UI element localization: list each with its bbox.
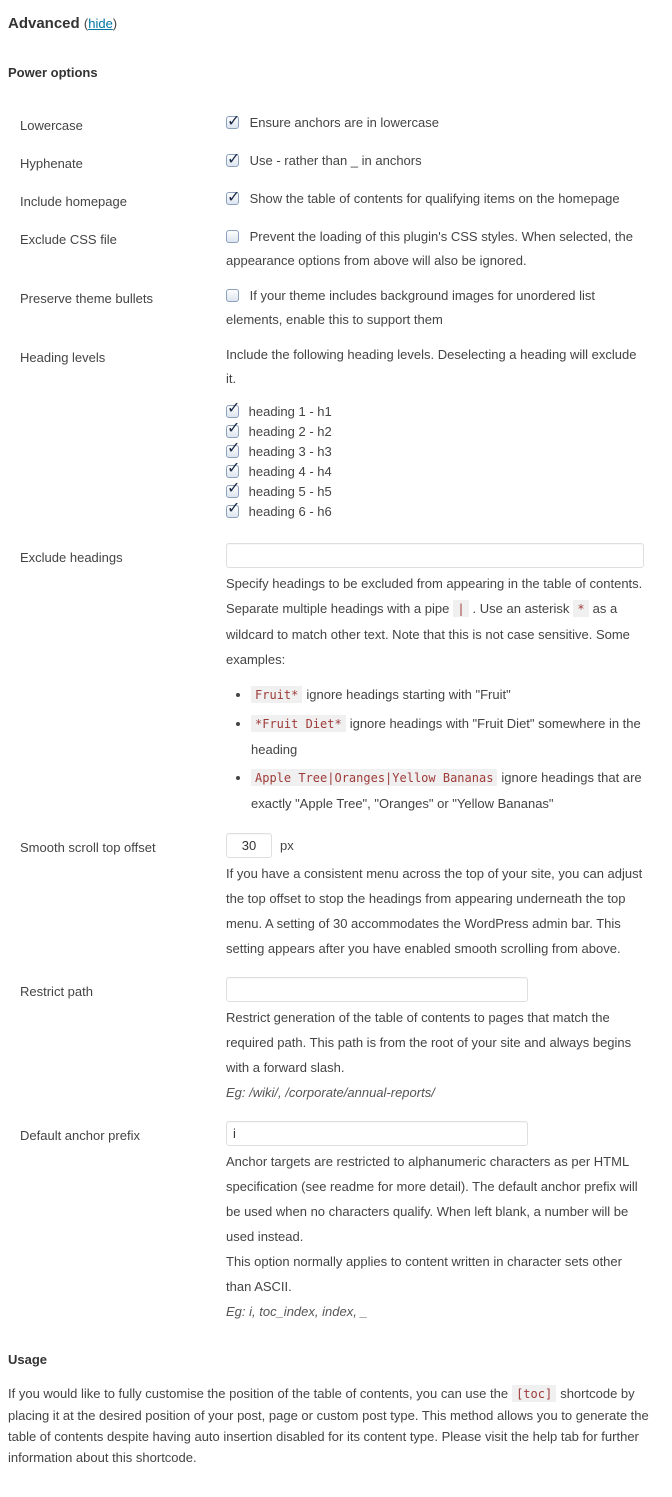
px-unit-label: px	[280, 838, 294, 853]
preserve-bullets-checkbox[interactable]	[226, 289, 239, 302]
hide-link[interactable]: hide	[88, 16, 113, 31]
example-code: Apple Tree|Oranges|Yellow Bananas	[251, 769, 497, 786]
example-item	[251, 765, 646, 816]
exclude-headings-description	[226, 571, 646, 672]
row-label: Lowercase	[20, 118, 83, 133]
checkbox-label: Show the table of contents for qualifying items on the homepage	[249, 191, 620, 206]
example-text: ignore headings with "Fruit Diet" somewhere in the heading	[251, 716, 641, 757]
pipe-code: |	[453, 600, 468, 617]
advanced-section-title	[8, 14, 662, 34]
preserve-bullets-checkbox-option[interactable]	[226, 288, 595, 327]
row-exclude-css	[8, 225, 662, 273]
row-label: Include homepage	[20, 194, 127, 209]
row-label: Default anchor prefix	[20, 1128, 140, 1143]
row-preserve-bullets	[8, 284, 662, 332]
example-code: Fruit*	[251, 686, 302, 703]
example-text: ignore headings starting with "Fruit"	[306, 687, 511, 702]
anchor-prefix-description-1: Anchor targets are restricted to alphanumeric characters as per HTML specification (see readme for more detail). The default anchor prefix will be used when no characters qualify. When left blank, a number will be used instead.	[226, 1154, 638, 1244]
row-label: Restrict path	[20, 984, 93, 999]
heading-2-checkbox[interactable]	[226, 425, 239, 438]
advanced-title-text: Advanced	[8, 15, 80, 32]
row-label: Smooth scroll top offset	[20, 840, 156, 855]
heading-4-checkbox[interactable]	[226, 465, 239, 478]
heading-4-option[interactable]	[226, 462, 646, 482]
row-heading-levels	[8, 343, 662, 532]
exclude-css-checkbox[interactable]	[226, 230, 239, 243]
example-item	[251, 711, 646, 762]
row-default-anchor-prefix	[8, 1121, 662, 1324]
row-include-homepage	[8, 187, 662, 214]
checkbox-label: heading 5 - h5	[248, 484, 332, 499]
row-label: Exclude headings	[20, 550, 123, 565]
include-homepage-checkbox-option[interactable]	[226, 191, 620, 206]
restrict-path-input[interactable]	[226, 977, 528, 1002]
usage-text: If you would like to fully customise the position of the table of contents, you can use the	[8, 1386, 509, 1401]
checkbox-label: heading 6 - h6	[248, 504, 332, 519]
description-text: as a wildcard to match other text. Note that this is not case sensitive. Some examples:	[226, 601, 630, 667]
lowercase-checkbox[interactable]	[226, 116, 239, 129]
checkbox-label: If your theme includes background images for unordered list elements, enable this to support them	[226, 288, 596, 327]
heading-levels-intro: Include the following heading levels. Deselecting a heading will exclude it.	[226, 347, 637, 386]
description-text: Specify headings to be excluded from appearing in the table of contents. Separate multiple headings with a pipe	[226, 576, 643, 616]
heading-1-option[interactable]	[226, 402, 646, 422]
checkbox-label: heading 4 - h4	[248, 464, 332, 479]
row-hyphenate	[8, 149, 662, 176]
heading-5-option[interactable]	[226, 482, 646, 502]
paren-open: (	[83, 16, 89, 31]
checkbox-label: heading 3 - h3	[248, 444, 332, 459]
row-exclude-headings	[8, 543, 662, 819]
usage-paragraph	[8, 1383, 662, 1468]
heading-3-option[interactable]	[226, 442, 646, 462]
row-label: Exclude CSS file	[20, 232, 117, 247]
example-item	[251, 682, 646, 708]
settings-rows	[8, 111, 662, 1324]
smooth-scroll-offset-input[interactable]	[226, 833, 272, 858]
heading-levels-list	[226, 402, 646, 522]
heading-3-checkbox[interactable]	[226, 445, 239, 458]
anchor-prefix-description-2: This option normally applies to content written in character sets other than ASCII.	[226, 1254, 622, 1294]
row-restrict-path	[8, 977, 662, 1105]
include-homepage-checkbox[interactable]	[226, 192, 239, 205]
row-smooth-scroll-offset	[8, 833, 662, 961]
checkbox-label: Use - rather than _ in anchors	[249, 153, 422, 168]
power-options-title: Power options	[8, 65, 98, 80]
anchor-prefix-example: Eg: i, toc_index, index, _	[226, 1304, 368, 1319]
heading-6-checkbox[interactable]	[226, 505, 239, 518]
exclude-css-checkbox-option[interactable]	[226, 229, 633, 268]
smooth-scroll-description: If you have a consistent menu across the top of your site, you can adjust the top offset to stop the headings from appearing underneath the top menu. A setting of 30 accommodates the WordPress admin bar. This setting appears after you have enabled smooth scrolling from above.	[226, 866, 643, 956]
heading-5-checkbox[interactable]	[226, 485, 239, 498]
toc-shortcode: [toc]	[512, 1385, 556, 1402]
checkbox-label: heading 1 - h1	[248, 404, 332, 419]
lowercase-checkbox-option[interactable]	[226, 115, 439, 130]
heading-1-checkbox[interactable]	[226, 405, 239, 418]
heading-2-option[interactable]	[226, 422, 646, 442]
example-code: *Fruit Diet*	[251, 715, 346, 732]
heading-6-option[interactable]	[226, 502, 646, 522]
restrict-path-example: Eg: /wiki/, /corporate/annual-reports/	[226, 1085, 435, 1100]
smooth-scroll-input-line	[226, 833, 646, 858]
exclude-examples-list	[226, 682, 646, 816]
checkbox-label: Prevent the loading of this plugin's CSS styles. When selected, the appearance options from above will also be ignored.	[226, 229, 633, 268]
usage-section-title: Usage	[8, 1352, 48, 1367]
hyphenate-checkbox[interactable]	[226, 154, 239, 167]
usage-text: shortcode by placing it at the desired position of your post, page or custom post type. This method allows you to generate the table of contents despite having auto insertion disabled for its content type. Please visit the help tab for further information about this shortcode.	[8, 1386, 649, 1465]
row-lowercase	[8, 111, 662, 138]
example-text: ignore headings that are exactly "Apple Tree", "Oranges" or "Yellow Bananas"	[251, 770, 642, 811]
row-label: Preserve theme bullets	[20, 291, 153, 306]
paren-close: )	[112, 16, 118, 31]
default-anchor-prefix-input[interactable]	[226, 1121, 528, 1146]
hyphenate-checkbox-option[interactable]	[226, 153, 422, 168]
checkbox-label: Ensure anchors are in lowercase	[249, 115, 439, 130]
checkbox-label: heading 2 - h2	[248, 424, 332, 439]
asterisk-code: *	[573, 600, 588, 617]
exclude-headings-input[interactable]	[226, 543, 644, 568]
row-label: Hyphenate	[20, 156, 83, 171]
hide-link-wrapper	[84, 16, 117, 31]
row-label: Heading levels	[20, 350, 106, 365]
description-text: . Use an asterisk	[472, 601, 570, 616]
restrict-path-description: Restrict generation of the table of contents to pages that match the required path. This path is from the root of your site and always begins with a forward slash.	[226, 1010, 632, 1075]
